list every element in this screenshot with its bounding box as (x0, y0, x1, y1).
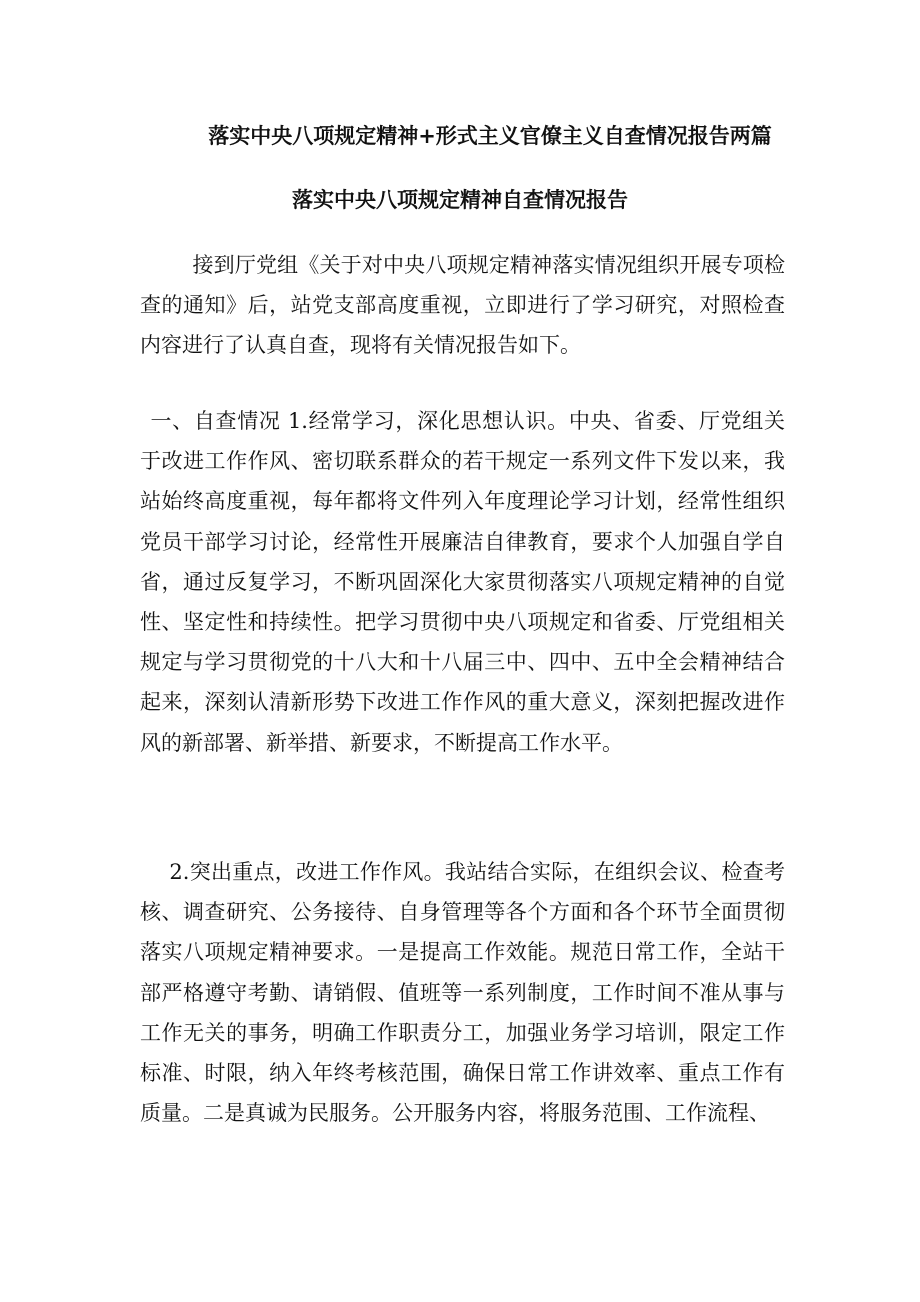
paragraph-intro: 接到厅党组《关于对中央八项规定精神落实情况组织开展专项检查的通知》后，站党支部高度重视，立即进行了学习研究，对照检查内容进行了认真自查，现将有关情况报告如下。 (140, 253, 785, 358)
document-main-title: 落实中央八项规定精神+形式主义官僚主义自查情况报告两篇 (208, 124, 772, 148)
paragraph-self-check-2: 2.突出重点，改进工作作风。我站结合实际，在组织会议、检查考核、调查研究、公务接待、自身管理等各个方面和各个环节全面贯彻落实八项规定精神要求。一是提高工作效能。规范日常工作，全站干部严格遵守考勤、请销假、值班等一系列制度，工作时间不准从事与工作无关的事务，明确工作职责分工，加强业务学习培训，限定工作标准、时限，纳入年终考核范围，确保日常工作讲效率、重点工作有质量。二是真诚为民服务。公开服务内容，将服务范围、工作流程、 (140, 860, 785, 1126)
paragraph-self-check-1: 一、自查情况 1.经常学习，深化思想认识。中央、省委、厅党组关于改进工作作风、密切联系群众的若干规定一系列文件下发以来，我站始终高度重视，每年都将文件列入年度理论学习计划，经常性组织党员干部学习讨论，经常性开展廉洁自律教育，要求个人加强自学自省，通过反复学习，不断巩固深化大家贯彻落实八项规定精神的自觉性、坚定性和持续性。把学习贯彻中央八项规定和省委、厅党组相关规定与学习贯彻党的十八大和十八届三中、四中、五中全会精神结合起来，深刻认清新形势下改进工作作风的重大意义，深刻把握改进作风的新部署、新举措、新要求，不断提高工作水平。 (140, 409, 785, 755)
document-sub-title: 落实中央八项规定精神自查情况报告 (292, 188, 628, 212)
